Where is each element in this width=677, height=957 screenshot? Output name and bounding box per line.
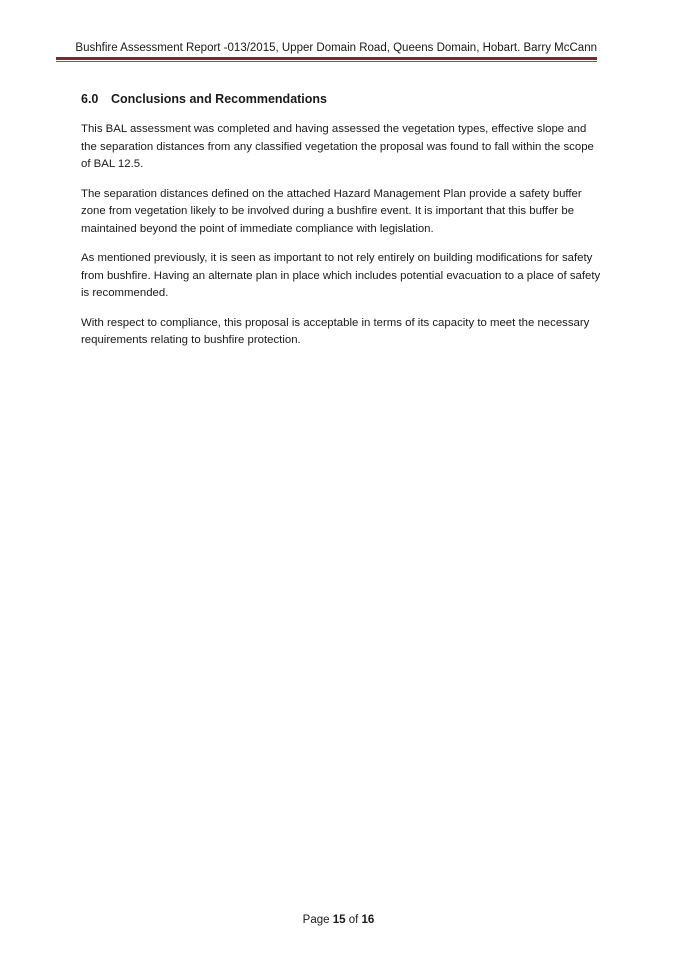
header-title: Bushfire Assessment Report -013/2015, Upper Domain Road, Queens Domain, Hobart. Barry McCann — [75, 42, 597, 54]
page-footer — [0, 911, 677, 929]
paragraph-alternate-plan: As mentioned previously, it is seen as important to not rely entirely on building modifications for safety from bushfire. Having an alternate plan in place which includes potential evacuation to a place of safety is recommended. — [81, 252, 601, 299]
paragraph-separation-distances: The separation distances defined on the attached Hazard Management Plan provide a safety buffer zone from vegetation likely to be involved during a bushfire event. It is important that this buffer be maintained beyond the point of immediate compliance with legislation. — [81, 187, 582, 235]
paragraph-compliance: With respect to compliance, this proposal is acceptable in terms of its capacity to meet the necessary requirements relating to bushfire protection. — [81, 316, 590, 346]
section-title: Conclusions and Recommendations — [111, 92, 328, 106]
paragraph-bal-assessment: This BAL assessment was completed and having assessed the vegetation types, effective slope and the separation distances from any classified vegetation the proposal was found to fall within the scope of BAL 12.5. — [81, 123, 594, 170]
section-heading — [81, 90, 601, 108]
section-number: 6.0 — [81, 92, 99, 106]
header-rule-secondary — [56, 61, 597, 62]
footer-of-word: of — [348, 914, 359, 926]
footer-current-page: 15 — [332, 914, 346, 926]
footer-page-word: Page — [302, 914, 330, 926]
footer-total-pages: 16 — [361, 914, 375, 926]
header-rule — [56, 57, 597, 60]
page-content — [81, 90, 601, 362]
